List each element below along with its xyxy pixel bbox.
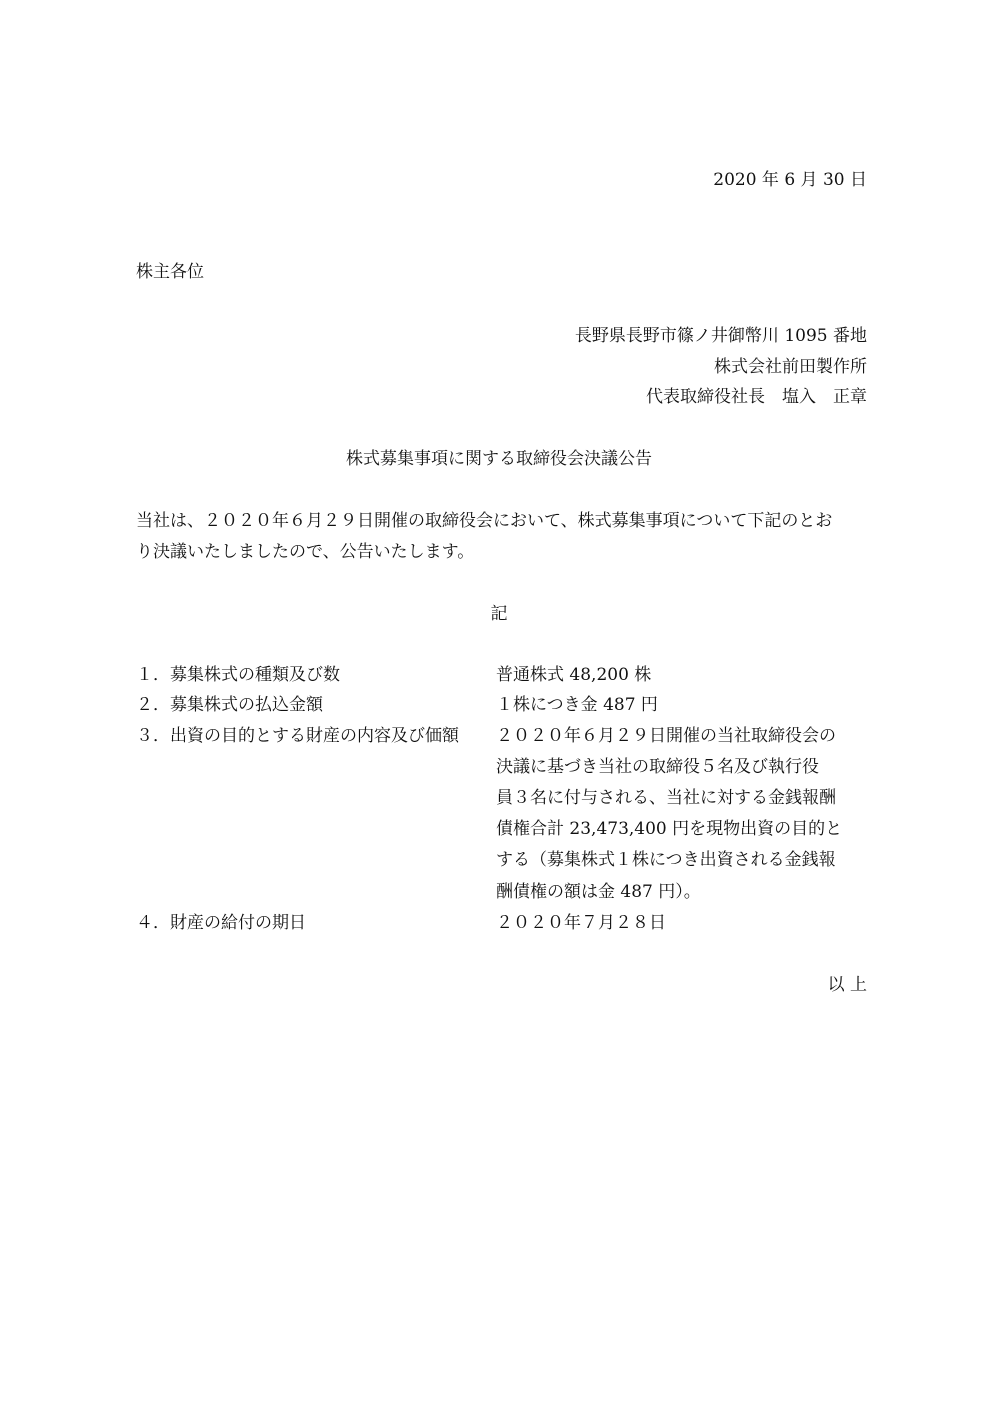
list-item	[136, 697, 871, 717]
item-value: ２０２０年６月２９日開催の当社取締役会の	[496, 726, 836, 746]
sender-address: 長野県長野市篠ノ井御幣川 1095 番地	[574, 326, 867, 346]
item-label: ３．出資の目的とする財産の内容及び価額	[136, 726, 459, 746]
body-paragraph-line: り決議いたしましたので、公告いたします。	[136, 542, 475, 562]
item-label: ４．財産の給付の期日	[136, 913, 306, 933]
sender-company: 株式会社前田製作所	[714, 357, 867, 377]
closing-mark: 以 上	[827, 975, 867, 995]
item-label: １．募集株式の種類及び数	[136, 665, 340, 685]
item-value-continuation: 債権合計 23,473,400 円を現物出資の目的と	[496, 819, 843, 839]
item-value-continuation: 決議に基づき当社の取締役５名及び執行役	[496, 757, 819, 777]
item-value: １株につき金 487 円	[496, 695, 658, 715]
list-item	[136, 667, 871, 687]
body-paragraph-line: 当社は、２０２０年６月２９日開催の取締役会において、株式募集事項について下記のとお	[136, 511, 833, 531]
ki-heading: 記	[490, 604, 508, 624]
item-label: ２．募集株式の払込金額	[136, 695, 323, 715]
document-date: 2020 年 6 月 30 日	[713, 170, 867, 190]
item-value-continuation: する（募集株式１株につき出資される金銭報	[496, 850, 836, 870]
list-item	[136, 915, 871, 935]
item-value: ２０２０年７月２８日	[496, 913, 666, 933]
addressee: 株主各位	[136, 262, 204, 282]
list-item	[136, 728, 871, 748]
sender-representative: 代表取締役社長 塩入 正章	[646, 387, 867, 407]
document-title: 株式募集事項に関する取締役会決議公告	[346, 449, 652, 469]
item-value: 普通株式 48,200 株	[496, 665, 652, 685]
item-value-continuation: 酬債権の額は金 487 円）。	[496, 882, 701, 902]
item-value-continuation: 員３名に付与される、当社に対する金銭報酬	[496, 788, 836, 808]
